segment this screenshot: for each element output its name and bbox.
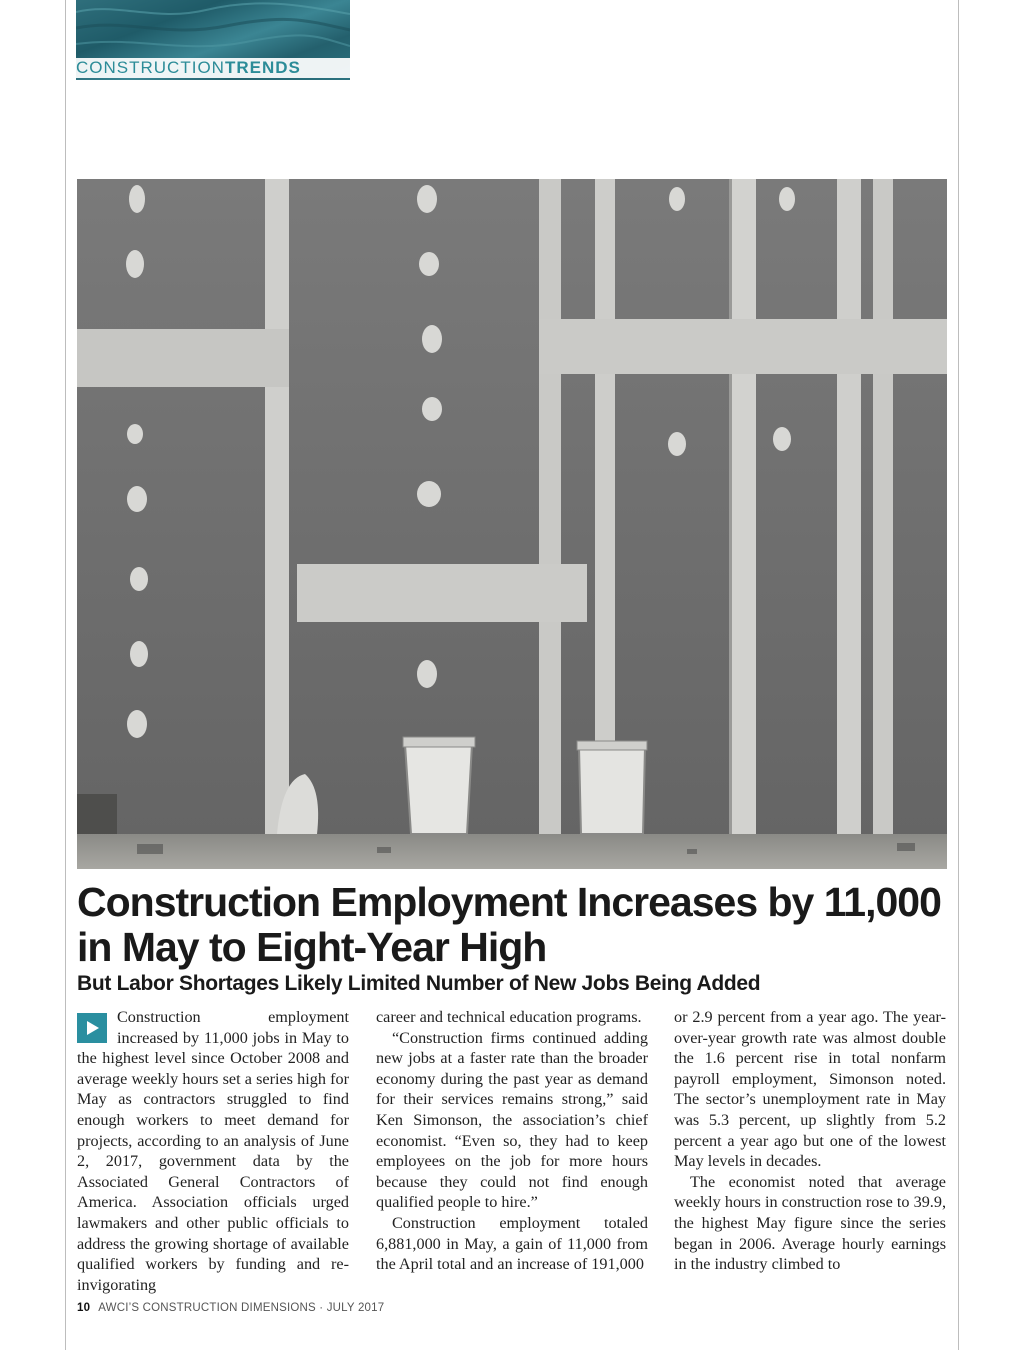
article-title: Construction Employment Increases by 11,000 in May to Eight-Year High: [77, 879, 941, 970]
section-label-word2: TRENDS: [224, 58, 301, 77]
drywall-photo-illustration: [77, 179, 947, 869]
article-column-2: [376, 1007, 648, 1275]
section-label: [76, 58, 350, 78]
left-page-rule: [65, 0, 66, 1350]
water-texture-graphic: [76, 0, 350, 60]
article-column-3: [674, 1007, 946, 1275]
article-paragraph: Construction employment totaled 6,881,000 in May, a gain of 11,000 from the April total and an increase of 191,000: [376, 1213, 648, 1274]
section-label-word1: CONSTRUCTION: [76, 58, 225, 77]
hero-photo: [77, 179, 947, 869]
right-page-rule: [958, 0, 959, 1350]
article-subtitle: But Labor Shortages Likely Limited Number of New Jobs Being Added: [77, 972, 761, 995]
page-footer: [77, 1302, 384, 1318]
page-number: 10: [77, 1302, 91, 1314]
article-paragraph: career and technical education programs.: [376, 1008, 642, 1026]
article-column-1: [77, 1007, 349, 1295]
article-paragraph: Construction employment increased by 11,000 jobs in May to the highest level since October 2008 and average weekly hours set a series high for May as contractors struggled to find enough workers to meet demand for projects, according to an analysis of June 2, 2017, government data by the Associated General Contractors of America. Association officials urged lawmakers and other public officials to address the growing shortage of available qualified workers by funding and re-invigorating: [77, 1008, 349, 1294]
article-paragraph: The economist noted that average weekly hours in construction rose to 39.9, the highest May figure since the series began in 2006. Average hourly earnings in the industry climbed to: [674, 1172, 946, 1274]
article-paragraph: or 2.9 percent from a year ago. The year-over-year growth rate was almost double the 1.6 percent rise in total nonfarm payroll employment, Simonson noted. The sector’s unemployment rate in May was 5.3 percent, up slightly from 5.2 percent a year ago but one of the lowest May levels in decades.: [674, 1008, 946, 1171]
play-arrow-icon: [77, 1013, 107, 1043]
publication-line: AWCI’S CONSTRUCTION DIMENSIONS · JULY 2017: [98, 1302, 385, 1314]
article-paragraph: “Construction firms continued adding new jobs at a faster rate than the broader economy during the past year as demand for their services remains strong,” said Ken Simonson, the association’s chief economist. “Even so, they had to keep employees on the job for more hours because they could not find enough qualified people to hire.”: [376, 1028, 648, 1212]
section-banner: [76, 0, 350, 80]
